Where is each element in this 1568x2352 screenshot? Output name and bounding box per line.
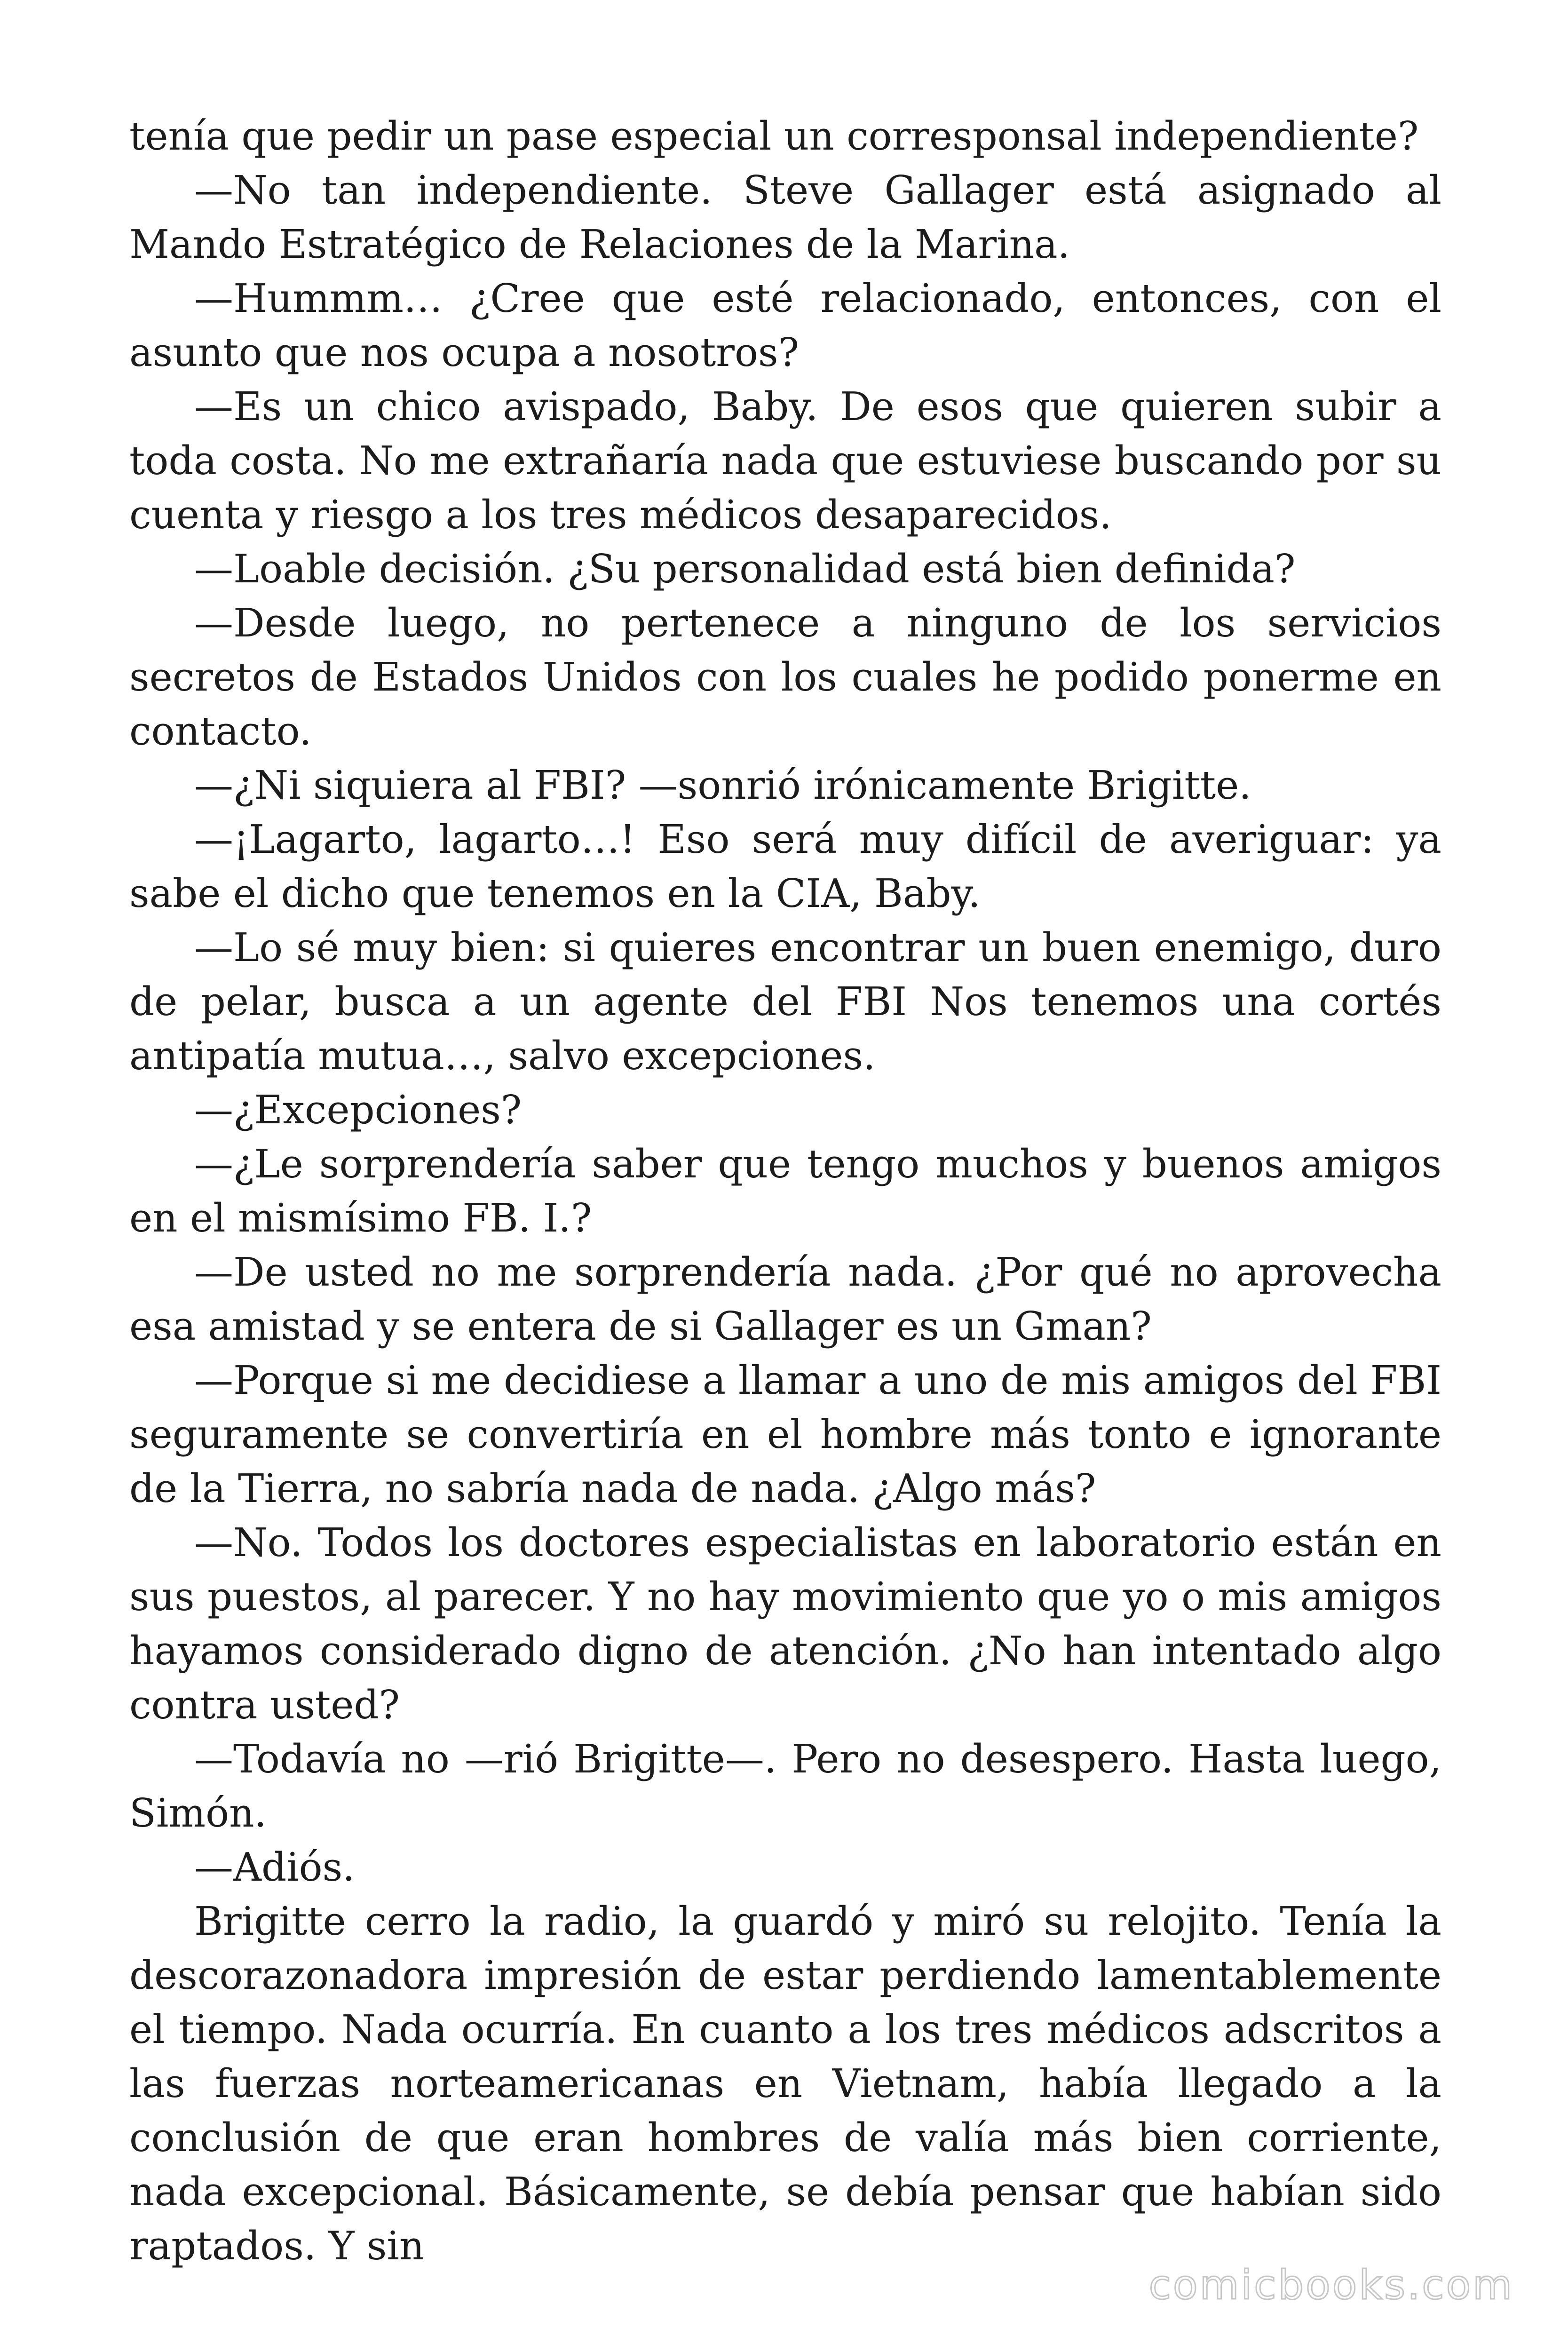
paragraph: —Loable decisión. ¿Su personalidad está bien definida?	[194, 546, 1296, 592]
paragraph: —Es un chico avispado, Baby. De esos que quieren subir a toda costa. No me extrañaría nada que estuviese buscando por su cuenta y riesgo a los tres médicos desaparecidos.	[129, 384, 1441, 538]
paragraph: —Adiós.	[194, 1844, 355, 1890]
paragraph: —No tan independiente. Steve Gallager está asignado al Mando Estratégico de Relaciones de la Marina.	[129, 167, 1441, 267]
paragraph: —¿Ni siquiera al FBI? —sonrió irónicamente Brigitte.	[194, 763, 1251, 808]
paragraph: —De usted no me sorprendería nada. ¿Por qué no aprovecha esa amistad y se entera de si Gallager es un Gman?	[129, 1249, 1441, 1349]
paragraph: —Hummm… ¿Cree que esté relacionado, entonces, con el asunto que nos ocupa a nosotros?	[129, 276, 1441, 375]
watermark: comicbooks.com	[1148, 2262, 1514, 2309]
paragraph: —¿Excepciones?	[194, 1087, 522, 1133]
paragraph: —Todavía no —rió Brigitte—. Pero no desespero. Hasta luego, Simón.	[129, 1736, 1441, 1836]
paragraph: —Porque si me decidiese a llamar a uno de mis amigos del FBI seguramente se convertiría en el hombre más tonto e ignorante de la Tierra, no sabría nada de nada. ¿Algo más?	[129, 1358, 1441, 1511]
paragraph: —¿Le sorprendería saber que tengo muchos y buenos amigos en el mismísimo FB. I.?	[129, 1141, 1441, 1241]
paragraph: Brigitte cerro la radio, la guardó y miró su relojito. Tenía la descorazonadora impresión de estar perdiendo lamentablemente el tiempo. Nada ocurría. En cuanto a los tres médicos adscritos a las fuerzas norteamericanas en Vietnam, había llegado a la conclusión de que eran hombres de valía más bien corriente, nada excepcional. Básicamente, se debía pensar que habían sido raptados. Y sin	[129, 1899, 1441, 2269]
paragraph: —No. Todos los doctores especialistas en laboratorio están en sus puestos, al parecer. Y no hay movimiento que yo o mis amigos hayamos considerado digno de atención. ¿No han intentado algo contra usted?	[129, 1520, 1441, 1728]
paragraph: —Desde luego, no pertenece a ninguno de los servicios secretos de Estados Unidos con los cuales he podido ponerme en contacto.	[129, 600, 1441, 754]
body-text	[129, 109, 1441, 2273]
paragraph: tenía que pedir un pase especial un corresponsal independiente?	[129, 113, 1419, 159]
paragraph: —¡Lagarto, lagarto…! Eso será muy difícil de averiguar: ya sabe el dicho que tenemos en la CIA, Baby.	[129, 817, 1441, 916]
paragraph: —Lo sé muy bien: si quieres encontrar un buen enemigo, duro de pelar, busca a un agente del FBI Nos tenemos una cortés antipatía mutua…, salvo excepciones.	[129, 925, 1441, 1079]
